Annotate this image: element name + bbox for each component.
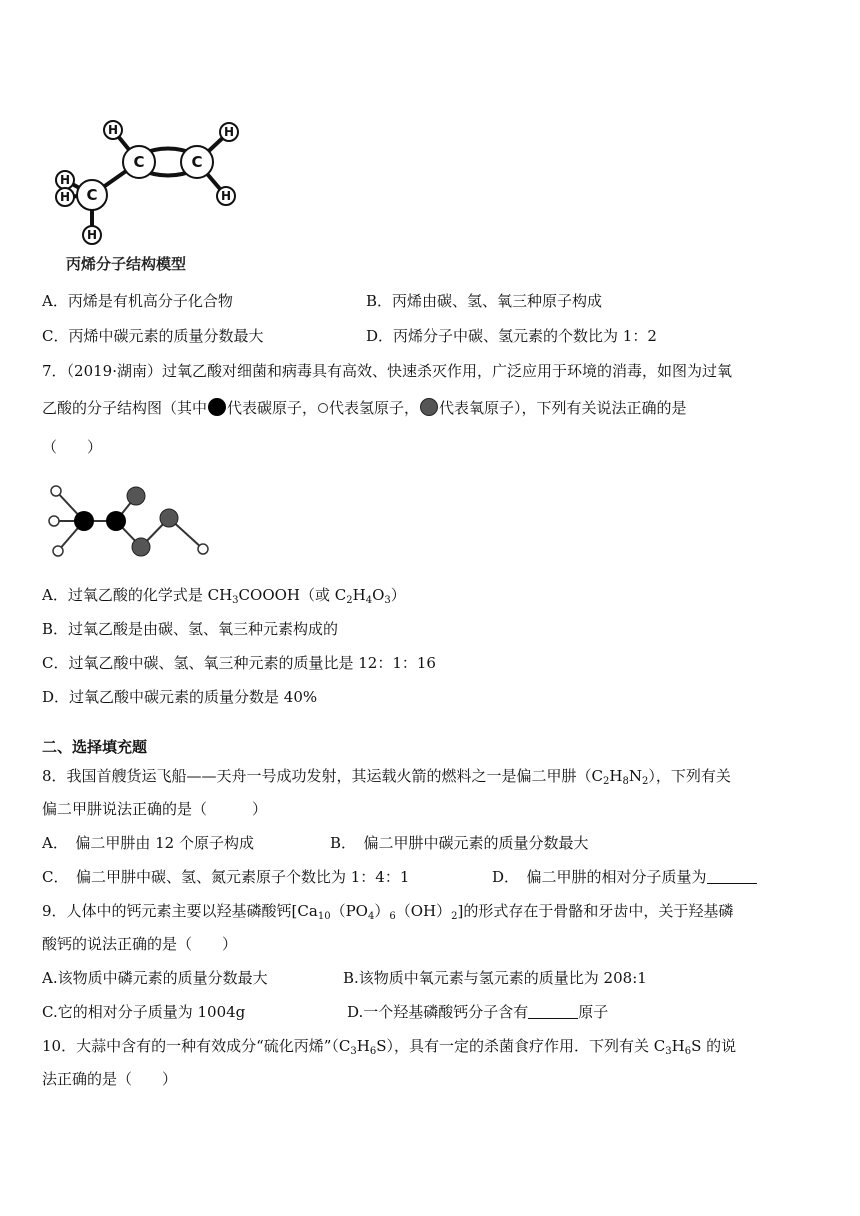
atom-label: H bbox=[223, 125, 235, 139]
q7-option-c: C．过氧乙酸中碳、氢、氧三种元素的质量比是 12：1：16 bbox=[42, 654, 436, 672]
atom-label: H bbox=[86, 228, 98, 242]
q9-option-b: B.该物质中氧元素与氢元素的质量比为 208:1 bbox=[343, 969, 647, 987]
q8-stem-line1: 8．我国首艘货运飞船——天舟一号成功发射，其运载火箭的燃料之一是偏二甲肼$(C_2H_8N_2)$，下列有关 bbox=[42, 767, 731, 787]
q7-stem-line2: 乙酸的分子结构图（其中 代表碳原子， 代表氢原子， 代表氧原子），下列有关说法正确的是 bbox=[42, 399, 687, 417]
q10-stem-line1: 10．大蒜中含有的一种有效成分“硫化丙烯$”(C_3H_6S)$，具有一定的杀菌食疗作用．下列有关 $C_3H_6S$ 的说 bbox=[42, 1037, 737, 1057]
q6-option-c: C．丙烯中碳元素的质量分数最大 bbox=[42, 327, 264, 345]
q6-option-b: B．丙烯由碳、氢、氧三种原子构成 bbox=[366, 292, 603, 310]
figure-caption: 丙烯分子结构模型 bbox=[66, 255, 187, 273]
carbon-atom bbox=[106, 511, 126, 531]
q7-answer-paren: （ ） bbox=[42, 438, 103, 456]
answer-blank bbox=[528, 1004, 578, 1019]
atom-label: H bbox=[59, 190, 71, 204]
q7-option-d: D．过氧乙酸中碳元素的质量分数是 40% bbox=[42, 688, 318, 706]
hydrogen-atom bbox=[49, 516, 59, 526]
q8-option-c: C． 偏二甲肼中碳、氢、氮元素原子个数比为 1：4：1 bbox=[42, 868, 410, 886]
q8-option-b: B． 偏二甲肼中碳元素的质量分数最大 bbox=[330, 834, 589, 852]
q7-option-b: B．过氧乙酸是由碳、氢、氧三种元素构成的 bbox=[42, 620, 339, 638]
q8-option-d: D． 偏二甲肼的相对分子质量为 bbox=[492, 867, 757, 887]
q6-option-d: D．丙烯分子中碳、氢元素的个数比为 1：2 bbox=[366, 327, 657, 345]
hydrogen-atom bbox=[51, 486, 61, 496]
atom-label: H bbox=[220, 189, 232, 203]
q9-stem-line1: 9．人体中的钙元素主要以羟基磷酸钙$[Ca_{10}(PO_4)_6(OH)_2]$的形式存在于骨骼和牙齿中，关于羟基磷 bbox=[42, 902, 734, 922]
hydrogen-legend-icon bbox=[318, 403, 328, 413]
q7-option-a: A．过氧乙酸的化学式是 $CH_3COOOH$（或 $C_2H_4O_3$） bbox=[42, 586, 406, 606]
oxygen-legend-icon bbox=[420, 398, 438, 416]
atom-label: C bbox=[133, 153, 145, 171]
q9-option-d: D.一个羟基磷酸钙分子含有 原子 bbox=[347, 1003, 609, 1021]
carbon-legend-icon bbox=[208, 398, 226, 416]
q9-option-c: C.它的相对分子质量为 1004g bbox=[42, 1003, 246, 1021]
carbon-atom bbox=[74, 511, 94, 531]
q8-stem-line2: 偏二甲肼说法正确的是（ ） bbox=[42, 800, 268, 818]
peracetic-acid-structure bbox=[42, 484, 222, 564]
answer-blank bbox=[707, 869, 757, 884]
hydrogen-atom bbox=[198, 544, 208, 554]
q7-stem-line1: 7．（2019·湖南）过氧乙酸对细菌和病毒具有高效、快速杀灭作用，广泛应用于环境的消毒，如图为过氧 bbox=[42, 362, 732, 380]
oxygen-atom bbox=[127, 487, 145, 505]
q9-stem-line2: 酸钙的说法正确的是（ ） bbox=[42, 935, 238, 953]
q6-option-a: A．丙烯是有机高分子化合物 bbox=[42, 292, 233, 310]
q8-option-a: A． 偏二甲肼由 12 个原子构成 bbox=[42, 834, 254, 852]
oxygen-atom bbox=[160, 509, 178, 527]
atom-label: C bbox=[86, 186, 98, 204]
atom-label: C bbox=[191, 153, 203, 171]
atom-label: H bbox=[59, 173, 71, 187]
q10-stem-line2: 法正确的是（ ） bbox=[42, 1070, 178, 1088]
atom-label: H bbox=[107, 123, 119, 137]
propene-model-figure bbox=[40, 100, 300, 350]
oxygen-atom bbox=[132, 538, 150, 556]
section-heading: 二、选择填充题 bbox=[42, 738, 148, 756]
q9-option-a: A.该物质中磷元素的质量分数最大 bbox=[42, 969, 268, 987]
hydrogen-atom bbox=[53, 546, 63, 556]
